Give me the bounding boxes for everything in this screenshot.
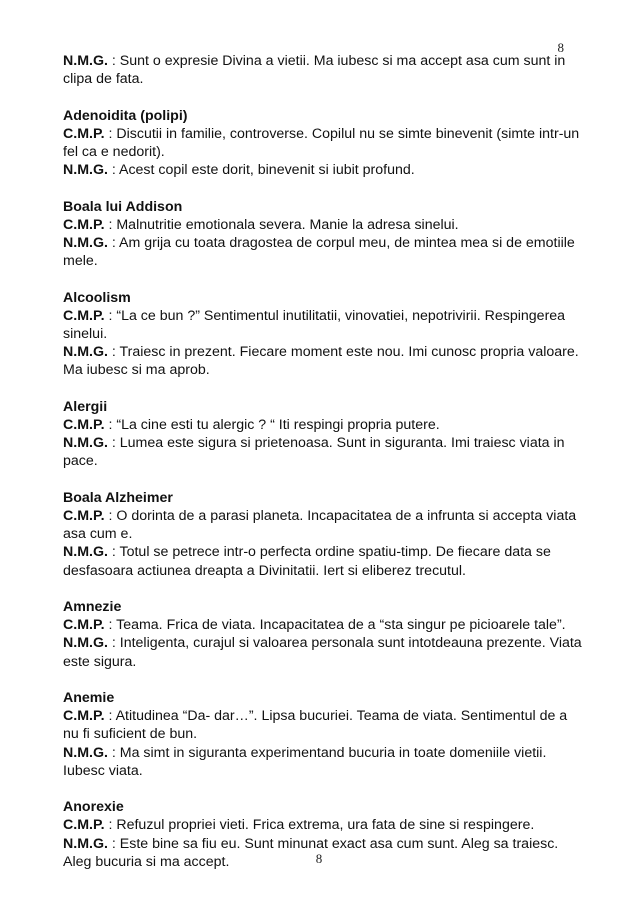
intro-entry <box>63 52 583 88</box>
entry-line <box>63 744 583 780</box>
line-text: : Discutii in familie, controverse. Copilul nu se simte binevenit (simte intr-un fel ca e nedorit). <box>63 125 580 160</box>
line-text: : Refuzul propriei vieti. Frica extrema, ura fata de sine si respingere. <box>104 817 535 834</box>
line-label: N.M.G. <box>63 435 108 452</box>
entry-line <box>63 434 583 470</box>
entry-line <box>63 234 583 270</box>
entry-title: Boala lui Addison <box>63 198 183 215</box>
line-label: C.M.P. <box>63 307 105 324</box>
entry-line <box>63 416 583 434</box>
entry-line <box>63 125 583 161</box>
document-body <box>63 52 583 889</box>
line-text: : “La cine esti tu alergic ? “ Iti respingi propria putere. <box>104 417 440 433</box>
entry-line <box>63 634 583 670</box>
entry-title: Adenoidita (polipi) <box>63 107 188 124</box>
line-label: N.M.G. <box>63 162 108 179</box>
entry-line <box>63 216 583 234</box>
entry <box>63 289 583 380</box>
entries-list <box>63 107 583 871</box>
entry-title: Boala Alzheimer <box>63 489 173 506</box>
line-label: N.M.G. <box>63 835 108 852</box>
entry-title: Alergii <box>63 398 108 415</box>
entry-line <box>63 616 583 634</box>
line-text: : Este bine sa fiu eu. Sunt minunat exact asa cum sunt. Aleg sa traiesc. Aleg bucuria si ma accept. <box>63 835 559 870</box>
entry-line <box>63 816 583 834</box>
entry <box>63 198 583 271</box>
line-label: C.M.P. <box>63 417 105 433</box>
line-text: : Lumea este sigura si prietenoasa. Sunt in siguranta. Imi traiesc viata in pace. <box>63 435 565 470</box>
line-text: : Traiesc in prezent. Fiecare moment este nou. Imi cunosc propria valoare. Ma iubesc si ma aprob. <box>63 344 579 379</box>
line-text: : Inteligenta, curajul si valoarea personala sunt intotdeauna prezente. Viata este sigura. <box>63 635 582 670</box>
intro-line <box>63 52 583 88</box>
line-text: : “La ce bun ?” Sentimentul inutilitatii, vinovatiei, nepotrivirii. Respingerea sinelui. <box>63 307 566 342</box>
line-label: N.M.G. <box>63 344 108 361</box>
entry-title: Anemie <box>63 690 115 706</box>
entry-line <box>63 543 583 579</box>
entry-title: Amnezie <box>63 599 122 615</box>
entry-line <box>63 507 583 543</box>
line-text: : Ma simt in siguranta experimentand bucuria in toate domeniile vietii. Iubesc viata. <box>63 744 547 779</box>
entry <box>63 107 583 180</box>
entry <box>63 398 583 471</box>
line-text: : Totul se petrece intr-o perfecta ordine spatiu-timp. De fiecare data se desfasoara actiunea dreapta a Divinitatii. Iert si eliberez trecutul. <box>63 544 551 579</box>
entry-line <box>63 307 583 343</box>
entry <box>63 598 583 671</box>
entry-line <box>63 161 583 179</box>
entry-line <box>63 343 583 379</box>
intro-text: : Sunt o expresie Divina a vietii. Ma iubesc si ma accept asa cum sunt in clipa de fata. <box>63 53 566 88</box>
line-label: C.M.P. <box>63 125 105 142</box>
line-text: : Am grija cu toata dragostea de corpul meu, de mintea mea si de emotiile mele. <box>63 235 575 270</box>
line-text: : O dorinta de a parasi planeta. Incapacitatea de a infrunta si accepta viata asa cum e. <box>63 508 577 543</box>
entry-title: Anorexie <box>63 799 124 816</box>
line-label: C.M.P. <box>63 617 105 634</box>
entry-title: Alcoolism <box>63 289 131 306</box>
line-text: : Atitudinea “Da- dar…”. Lipsa bucuriei. Teama de viata. Sentimentul de a nu fi suficient de bun. <box>63 708 568 743</box>
line-label: C.M.P. <box>63 216 105 233</box>
line-label: N.M.G. <box>63 635 108 652</box>
line-text: : Teama. Frica de viata. Incapacitatea de a “sta singur pe picioarele tale”. <box>104 617 566 634</box>
line-label: C.M.P. <box>63 817 105 834</box>
line-label: C.M.P. <box>63 508 105 524</box>
line-text: : Malnutritie emotionala severa. Manie la adresa sinelui. <box>104 216 459 233</box>
entry <box>63 489 583 580</box>
line-label: N.M.G. <box>63 235 108 251</box>
intro-label: N.M.G. <box>63 53 108 69</box>
entry-line <box>63 707 583 743</box>
line-label: N.M.G. <box>63 544 108 561</box>
page-number-top: 8 <box>557 40 564 55</box>
line-label: C.M.P. <box>63 708 105 725</box>
entry <box>63 689 583 780</box>
line-text: : Acest copil este dorit, binevenit si iubit profund. <box>107 162 415 179</box>
page-number-bottom: 8 <box>315 851 323 866</box>
line-label: N.M.G. <box>63 744 108 761</box>
